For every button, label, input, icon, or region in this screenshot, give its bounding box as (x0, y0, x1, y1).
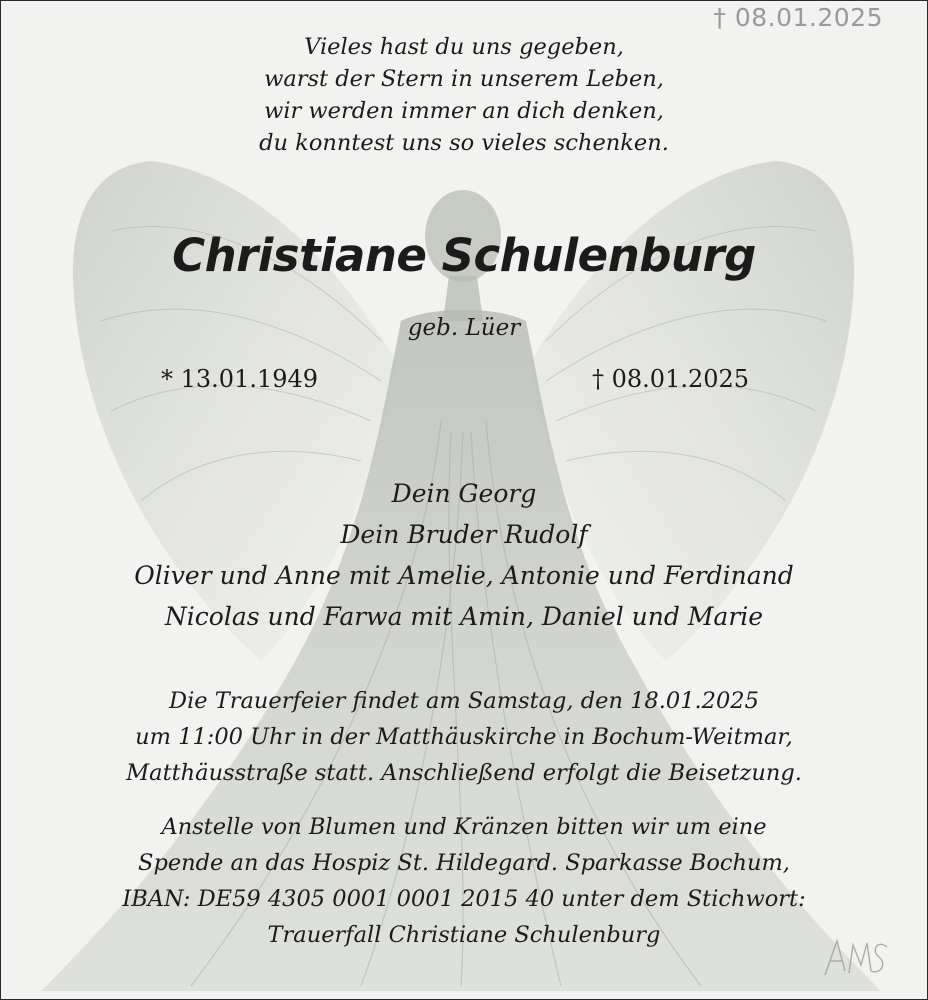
mourner-line: Dein Bruder Rudolf (340, 520, 588, 549)
service-line: Die Trauerfeier findet am Samstag, den 18.01.2025 (169, 688, 759, 714)
handwritten-date-note: † 08.01.2025 (713, 3, 883, 32)
donation-line: Trauerfall Christiane Schulenburg (267, 922, 661, 948)
poem-line: Vieles hast du uns gegeben, (304, 34, 624, 60)
death-date: † 08.01.2025 (592, 365, 750, 393)
memorial-poem (1, 31, 927, 159)
funeral-service-info (1, 683, 927, 791)
poem-line: warst der Stern in unserem Leben, (264, 66, 664, 92)
artist-signature (821, 931, 891, 981)
donation-request (1, 809, 927, 953)
mourner-line: Oliver und Anne mit Amelie, Antonie und Ferdinand (134, 561, 794, 590)
poem-line: wir werden immer an dich denken, (264, 98, 664, 124)
maiden-name: geb. Lüer (407, 315, 521, 341)
mourner-line: Dein Georg (391, 479, 537, 508)
mourner-line: Nicolas und Farwa mit Amin, Daniel und Marie (164, 602, 764, 631)
birth-date: * 13.01.1949 (161, 365, 319, 393)
donation-line: Anstelle von Blumen und Kränzen bitten wir um eine (161, 814, 767, 840)
poem-line: du konntest uns so vieles schenken. (259, 130, 669, 156)
service-line: um 11:00 Uhr in der Matthäuskirche in Bochum-Weitmar, (135, 724, 793, 750)
deceased-name: Christiane Schulenburg (172, 229, 756, 282)
donation-line: Spende an das Hospiz St. Hildegard. Sparkasse Bochum, (138, 850, 790, 876)
mourners-list (1, 473, 927, 637)
donation-line: IBAN: DE59 4305 0001 0001 2015 40 unter dem Stichwort: (122, 886, 806, 912)
service-line: Matthäusstraße statt. Anschließend erfolgt die Beisetzung. (126, 760, 802, 786)
